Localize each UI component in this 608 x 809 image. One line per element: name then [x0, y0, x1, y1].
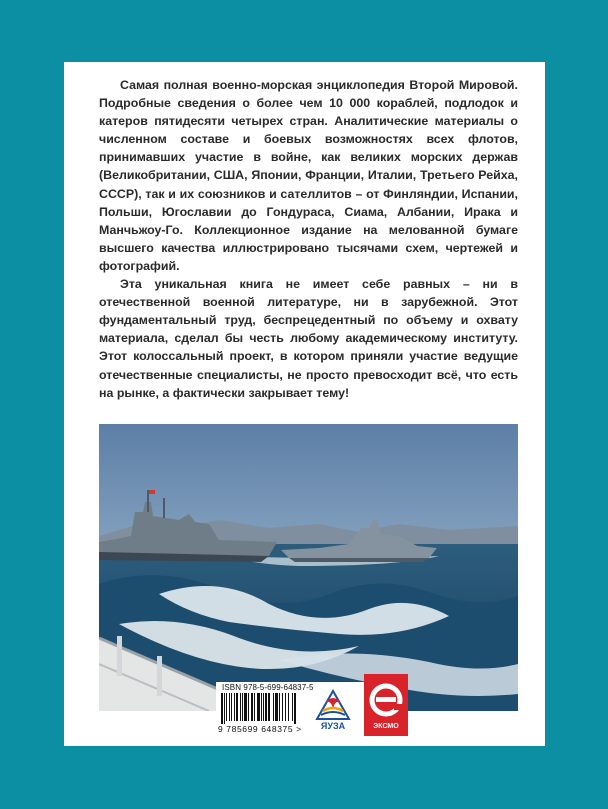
barcode-bar [268, 693, 270, 721]
barcode-bar [229, 693, 230, 721]
description-paragraph-1: Самая полная военно-морская энциклопедия Второй Мировой. Подробные сведения о более чем 10 000 кораблей, подлодок и катеров пятидесяти четырех стран. Аналитические материалы о численном составе и боевых возможностях всех флотов, принимавших участие в войне, как великих морских держав (Великобритании, США, Японии, Франции, Италии, Третьего Рейха, СССР), так и их союзников и сателлитов – от Финляндии, Испании, Польши, Югославии до Гондураса, Сиама, Албании, Ирака и Манчьжоу-Го. Коллекционное издание на мелованной бумаге высшего качества иллюстрировано тысячами схем, чертежей и фотографий. [99, 78, 518, 273]
description-paragraph-2: Эта уникальная книга не имеет себе равных – ни в отечественной военной литературе, ни в зарубежной. Этот фундаментальный труд, беспрецедентный по объему и охвату материала, сделал бы честь любому академическому институту. Этот колоссальный проект, в котором приняли участие ведущие отечественные специалисты, не просто превосходит всё, что есть на рынке, а фактически закрывает тему! [99, 277, 518, 400]
back-cover-page [64, 62, 545, 746]
barcode-bar [240, 693, 241, 721]
barcode-bar [294, 693, 296, 724]
barcode-bar [251, 693, 253, 721]
barcode-digits: 9 785699 648375 > [218, 724, 302, 734]
barcode-bar [265, 693, 267, 721]
barcode-bar [288, 693, 289, 721]
barcode-bar [248, 693, 249, 721]
warships-photo [99, 424, 518, 711]
barcode-bar [275, 693, 278, 721]
barcode-bar [221, 693, 223, 724]
barcode-bar [257, 693, 260, 721]
barcode-bar [254, 693, 255, 721]
description-text [99, 76, 518, 402]
barcode-bar [273, 693, 274, 721]
barcode-bar [224, 693, 225, 724]
barcode-bar [285, 693, 286, 721]
barcode-bar [263, 693, 264, 721]
yauza-logo [315, 689, 351, 736]
warships-photo-image [99, 424, 518, 711]
barcode-bar [242, 693, 243, 721]
isbn-label: ISBN 978-5-699-64837-5 [222, 683, 314, 692]
yauza-logo-text: ЯУЗА [320, 721, 346, 731]
eksmo-logo [364, 674, 408, 741]
barcode-bar [261, 693, 262, 721]
barcode-bar [282, 693, 283, 721]
barcode-bar [226, 693, 227, 721]
barcode-bar [244, 693, 247, 721]
barcode-block [216, 682, 386, 736]
barcode-bar [234, 693, 235, 721]
barcode-bar [292, 693, 293, 721]
barcode-bar [279, 693, 280, 721]
barcode-bar [236, 693, 238, 721]
eksmo-logo-text: ЭКСМО [373, 723, 399, 730]
barcode-bar [231, 693, 232, 721]
